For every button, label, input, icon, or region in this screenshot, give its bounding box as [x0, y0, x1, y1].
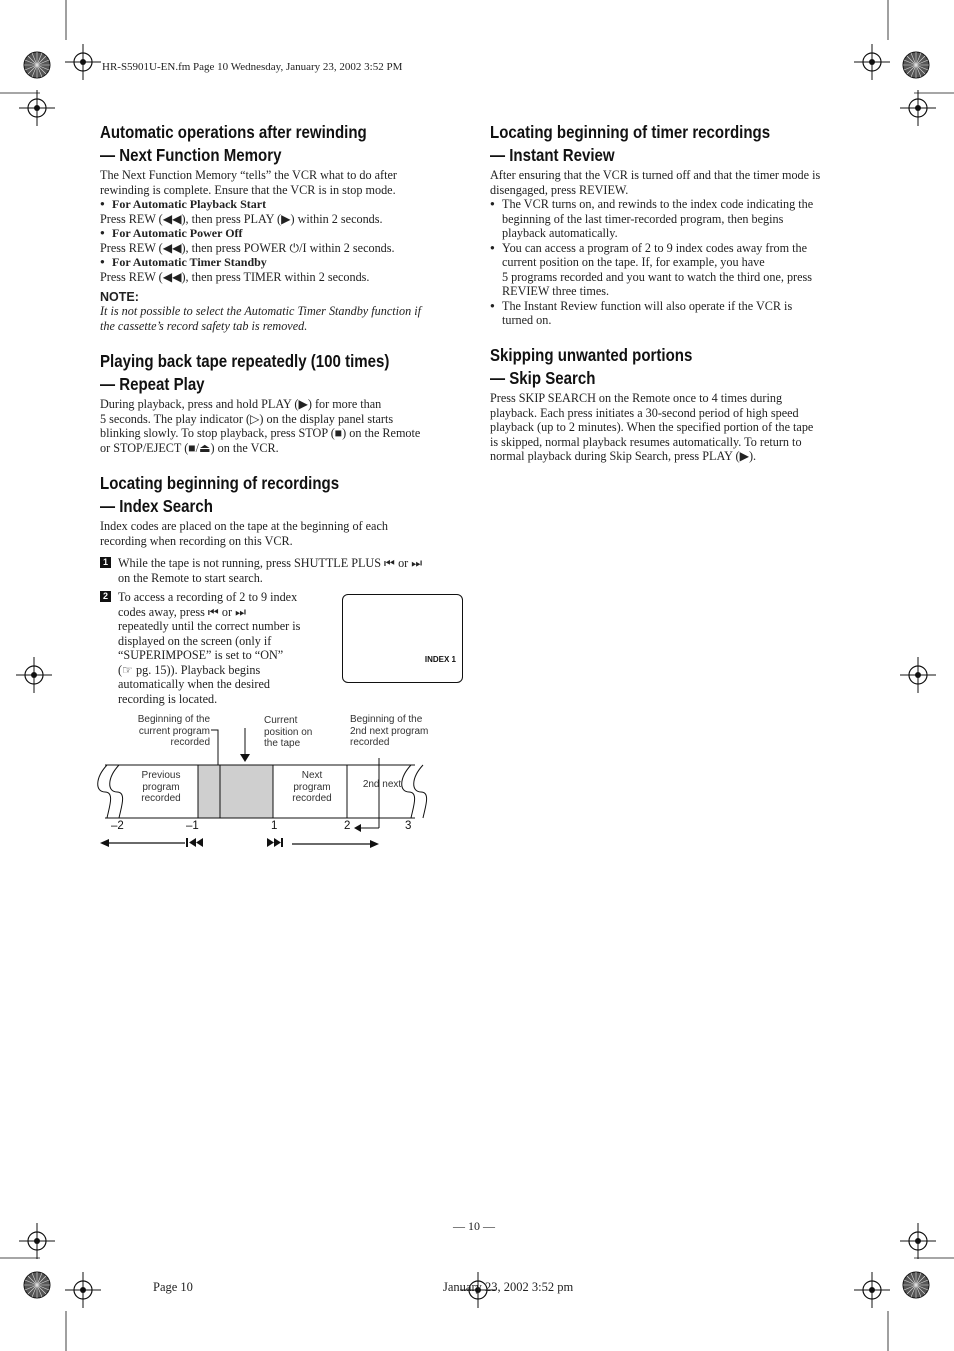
corner-top-left-mark [24, 52, 50, 78]
corner-bottom-left-mark [24, 1272, 50, 1298]
instant-review-bullet-3: ● The Instant Review function will also operate if the VCR is turned on. [490, 299, 860, 328]
segment-previous-program: Previous program recorded [141, 770, 181, 804]
index-search-intro: Index codes are placed on the tape at the beginning of each recording when recording on this VCR. [100, 519, 388, 548]
repeat-play-title-line2: — Repeat Play [100, 374, 205, 394]
footer-date: January 23, 2002 3:52 pm [443, 1280, 574, 1294]
skip-search-title-line2: — Skip Search [490, 368, 596, 388]
tick-2: 2 [344, 820, 351, 832]
next-function-title-line1: Automatic operations after rewinding [100, 122, 367, 142]
tick-1: 1 [271, 820, 278, 832]
power-off-text: Press REW (◀◀), then press POWER ⏻/I within 2 seconds. [100, 240, 395, 255]
note-label: NOTE: [100, 290, 139, 304]
page-number-center: — 10 — [453, 1219, 495, 1233]
repeat-play-text: During playback, press and hold PLAY (▶) for more than 5 seconds. The play indicator (▷) on the display panel starts blinking slowly. To stop playback, press STOP (■) on the Remote or STOP/EJECT (■/⏏) on the VCR. [100, 397, 421, 455]
instant-review-title-line1: Locating beginning of timer recordings [490, 122, 771, 142]
label-current-program-begin: Beginning of the current program recorded [137, 714, 210, 748]
tick-minus-2: –2 [111, 820, 124, 832]
skip-search-text: Press SKIP SEARCH on the Remote once to 4 times during playback. Each press initiates a 30-second period of high speed playback (up to 2 minutes). When the specified portion of the tape is skipped, normal playback resumes automatically. To return to normal playback during Skip Search, press PLAY (▶). [490, 391, 814, 463]
segment-2nd-next: 2nd next [362, 779, 402, 790]
playback-start-text: Press REW (◀◀), then press PLAY (▶) within 2 seconds. [100, 211, 383, 226]
label-current-position: Current position on the tape [264, 715, 313, 749]
index-search-title-line2: — Index Search [100, 496, 213, 516]
note-text: It is not possible to select the Automatic Timer Standby function if the cassette’s record safety tab is removed. [100, 304, 422, 333]
corner-top-right-mark [903, 52, 929, 78]
timer-standby-text: Press REW (◀◀), then press TIMER within 2 seconds. [100, 269, 370, 284]
next-function-intro: The Next Function Memory “tells” the VCR what to do after rewinding is complete. Ensure that the VCR is in stop mode. ● For Automatic Playback Start Press REW (◀◀), then press PLAY (▶) within 2 seconds. ● For Automatic Power Off Press REW (◀◀), then press POWER ⏻/I within 2 seconds. ● For Automatic Timer Standby Press REW (◀◀), then press TIMER within 2 seconds. [100, 168, 470, 284]
file-info-header: HR-S5901U-EN.fm Page 10 Wednesday, January 23, 2002 3:52 PM [102, 61, 403, 73]
tick-3: 3 [405, 820, 412, 832]
tick-minus-1: –1 [186, 820, 199, 832]
index-display-text: INDEX 1 [424, 655, 456, 664]
next-function-title-line2: — Next Function Memory [100, 145, 282, 165]
instant-review-bullet-2: ● You can access a program of 2 to 9 index codes away from the current position on the tape. If, for example, you have 5 programs recorded and you want to watch the third one, press REVIEW three times. [490, 241, 860, 299]
instant-review-text: After ensuring that the VCR is turned off and that the timer mode is disengaged, press REVIEW. ● The VCR turns on, and rewinds to the index code indicating the beginning of the last timer-recorded program, then begins playback automatically. ● You can access a program of 2 to 9 index codes away from the current position on the tape. If, for example, you have 5 programs recorded and you want to watch the third one, press REVIEW three times. ● The Instant Review function will also operate if the VCR is turned on. [490, 168, 860, 328]
tv-screen-illustration [342, 594, 463, 683]
corner-bottom-right-mark [903, 1272, 929, 1298]
label-next-program-begin: Beginning of the 2nd next program recorded [350, 714, 429, 748]
instant-review-bullet-1: ● The VCR turns on, and rewinds to the index code indicating the beginning of the last timer-recorded program, then begins playback automatically. [490, 197, 860, 241]
step-1-badge: 1 [100, 557, 111, 568]
segment-next-program: Next program recorded [292, 770, 332, 804]
index-search-title-line1: Locating beginning of recordings [100, 473, 340, 493]
step-1-text: While the tape is not running, press SHUTTLE PLUS ⏮ or ⏭ on the Remote to start search. [118, 556, 423, 585]
step-2-text: To access a recording of 2 to 9 index codes away, press ⏮ or ⏭ repeatedly until the correct number is displayed on the screen (only if “SUPERIMPOSE” is set to “ON” (☞ pg. 15)). Playback begins automatically when the desired recording is located. [118, 590, 301, 706]
timer-standby-heading: ● For Automatic Timer Standby [100, 255, 470, 270]
repeat-play-title-line1: Playing back tape repeatedly (100 times) [100, 351, 390, 371]
playback-start-heading: ● For Automatic Playback Start [100, 197, 470, 212]
skip-search-title-line1: Skipping unwanted portions [490, 345, 693, 365]
footer-page-label: Page 10 [153, 1280, 193, 1294]
instant-review-title-line2: — Instant Review [490, 145, 615, 165]
power-off-heading: ● For Automatic Power Off [100, 226, 470, 241]
step-2-badge: 2 [100, 591, 111, 602]
